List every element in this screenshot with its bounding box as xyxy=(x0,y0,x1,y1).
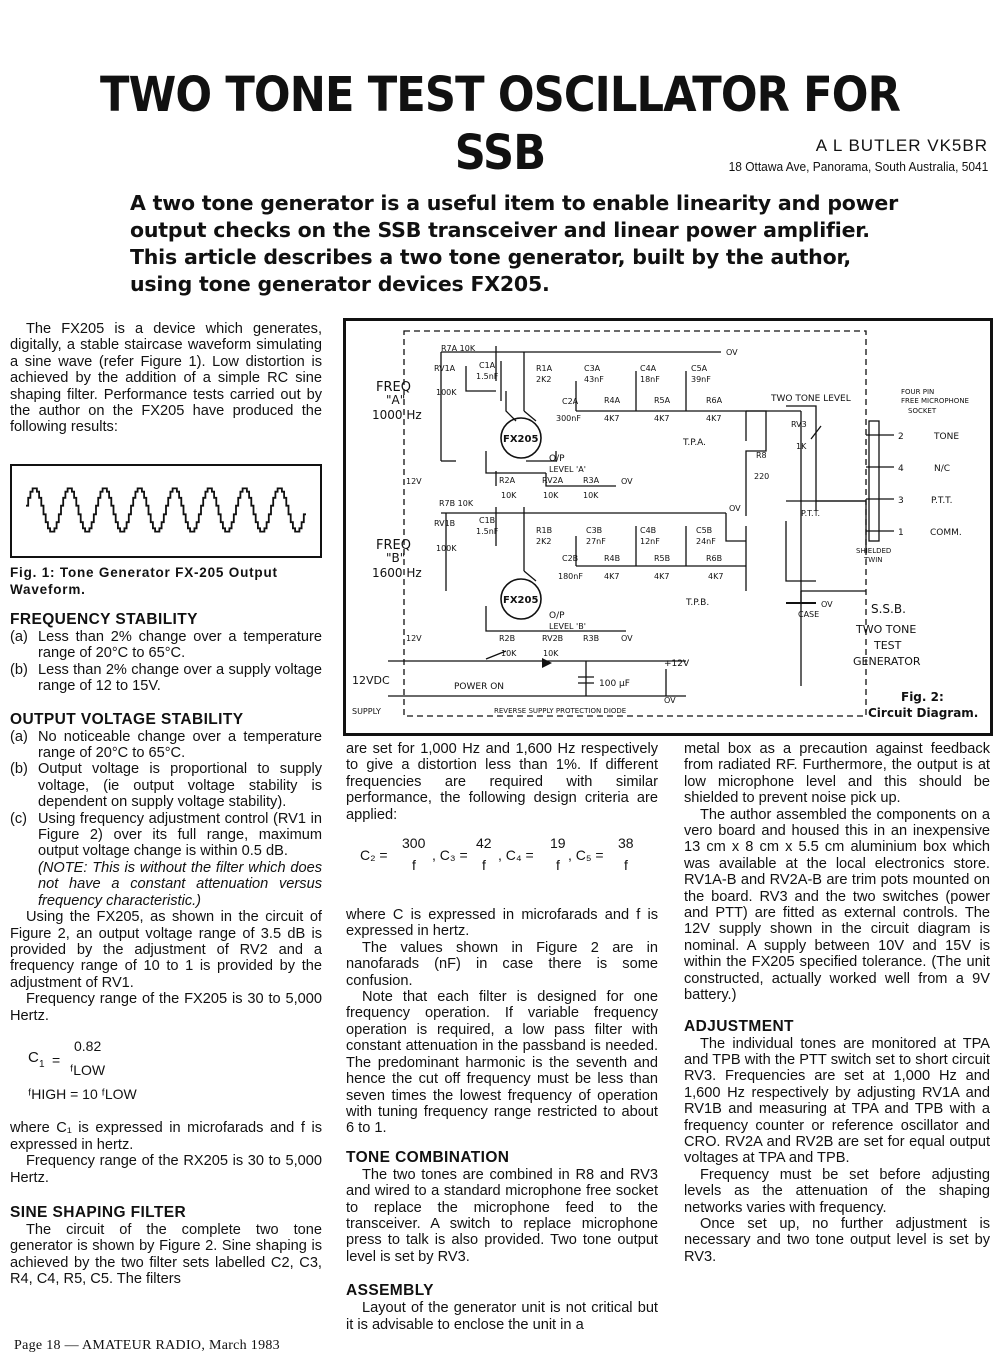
label-r1a: R1A xyxy=(536,364,553,373)
diode-symbol xyxy=(542,658,552,668)
label-c4a: C4A xyxy=(640,364,657,373)
eq-c3: , C₃ = xyxy=(432,847,468,864)
col3 xyxy=(684,741,990,1265)
col1-paragraph: The FX205 is a device which generates, digitally, a stable staircase waveform simulating a sine wave (refer Figure 1). Low distortion is achieved by the addition of a simple RC sine shaping filter. Performance tests carried out by the author on the FX205 have produced the following results: xyxy=(10,321,322,436)
label-case: CASE xyxy=(798,610,820,619)
label-tpb: T.P.B. xyxy=(686,598,710,608)
label-100k-b: 100K xyxy=(436,544,457,553)
label-10k-r2b: 10K xyxy=(501,649,517,658)
label-socket-1: FOUR PIN xyxy=(901,388,935,396)
label-rv1a: RV1A xyxy=(434,364,456,373)
label-12v-a: 12V xyxy=(406,477,422,486)
label-r8: R8 xyxy=(756,451,767,460)
label-c1b-val: 1.5nF xyxy=(476,527,499,536)
label-level-a: LEVEL 'A' xyxy=(549,465,586,474)
eq-n5: 38 xyxy=(618,835,634,852)
label-freq-a: FREQ xyxy=(376,380,411,395)
label-ssb-2: TWO TONE xyxy=(856,623,917,636)
list-item xyxy=(10,729,322,762)
col3-paragraph: The individual tones are monitored at TPA and TPB with the PTT switch set to short circuit RV3. Frequencies are set at 1,000 Hz and 1,600 Hz respectively by adjusting RV1A and RV1B and measuring at TPA and TPB with a frequency counter or reference oscillator and CRO. RV2A and RV2B are set for equal output voltages at TPA and TPB. xyxy=(684,1035,990,1167)
list-marker: (a) xyxy=(10,728,28,745)
col1-paragraph: Frequency range of the FX205 is 30 to 5,000 Hertz. xyxy=(10,991,322,1024)
label-c5a-val: 39nF xyxy=(691,375,711,384)
col2 xyxy=(346,741,658,1333)
label-r4a: R4A xyxy=(604,396,621,405)
label-freq-b: FREQ xyxy=(376,538,411,553)
label-pin3-name: P.T.T. xyxy=(931,496,953,506)
label-op-b: O/P xyxy=(549,611,565,621)
label-ov-case: OV xyxy=(821,600,833,609)
heading-output-voltage-stability: OUTPUT VOLTAGE STABILITY xyxy=(10,710,244,728)
eq-symbol: C xyxy=(28,1048,39,1066)
equation-c1 xyxy=(10,1024,322,1086)
label-c3a: C3A xyxy=(584,364,601,373)
label-r8-val: 220 xyxy=(754,472,770,481)
label-pin1: 1 xyxy=(898,528,904,538)
label-r1a-val: 2K2 xyxy=(536,375,552,384)
note-text: (NOTE: This is without the filter which does not have a constant attenuation versus frequency characteristic.) xyxy=(38,859,322,909)
label-plus-12v: +12V xyxy=(664,659,690,669)
label-r4b-val: 4K7 xyxy=(604,572,620,581)
list-item xyxy=(10,629,322,662)
label-r7b: R7B 10K xyxy=(439,499,474,508)
label-chip-a: FX205 xyxy=(503,434,539,445)
label-r5a: R5A xyxy=(654,396,671,405)
label-r5a-val: 4K7 xyxy=(654,414,670,423)
label-rv2a: RV2A xyxy=(542,476,564,485)
list-text: Less than 2% change over a supply voltage range of 12 to 15V. xyxy=(38,661,322,695)
label-c5a: C5A xyxy=(691,364,708,373)
label-c1a-val: 1.5nF xyxy=(476,372,499,381)
label-r3b: R3B xyxy=(583,634,600,643)
eq-c4: , C₄ = xyxy=(498,847,534,864)
circuit-svg xyxy=(346,321,990,733)
heading-adjustment: ADJUSTMENT xyxy=(684,1017,794,1035)
label-pin2-name: TONE xyxy=(934,432,960,442)
article-title: TWO TONE TEST OSCILLATOR FOR SSB xyxy=(100,67,900,181)
label-r1b-val: 2K2 xyxy=(536,537,552,546)
label-supply: SUPPLY xyxy=(352,707,381,716)
label-c1b: C1B xyxy=(479,516,496,525)
label-r2a: R2A xyxy=(499,476,516,485)
list-text: Less than 2% change over a temperature range of 20°C to 65°C. xyxy=(38,629,322,662)
col2-paragraph: The two tones are combined in R8 and RV3 and wired to a standard microphone free socket to replace the microphone feed to the transceiver. A switch to replace microphone press to talk is also provided. Two tone output level is set by RV3. xyxy=(346,1166,658,1265)
label-rv2b: RV2B xyxy=(542,634,564,643)
label-r6a: R6A xyxy=(706,396,723,405)
label-c5b: C5B xyxy=(696,526,713,535)
page-footer: Page 18 — AMATEUR RADIO, March 1983 xyxy=(14,1338,280,1353)
label-c3b-val: 27nF xyxy=(586,537,606,546)
label-c3b: C3B xyxy=(586,526,603,535)
label-pin2: 2 xyxy=(898,432,904,442)
label-diode: REVERSE SUPPLY PROTECTION DIODE xyxy=(494,707,627,715)
waveform-line xyxy=(26,488,306,531)
col3-paragraph: Frequency must be set before adjusting levels as the attenuation of the shaping networks varies with frequency. xyxy=(684,1166,990,1216)
label-tpa: T.P.A. xyxy=(683,438,707,448)
figure-1-caption: Fig. 1: Tone Generator FX-205 Output Waveform. xyxy=(10,565,278,597)
label-10k-rv2b: 10K xyxy=(543,649,559,658)
label-rv3-val: 1K xyxy=(796,442,807,451)
label-r6b-val: 4K7 xyxy=(708,572,724,581)
label-r1b: R1B xyxy=(536,526,553,535)
list-text: Output voltage is proportional to supply voltage, (ie output voltage stability is dependent on supply voltage stability). xyxy=(38,761,322,811)
label-pin4-name: N/C xyxy=(934,464,951,474)
heading-sine-shaping-filter: SINE SHAPING FILTER xyxy=(10,1203,187,1221)
list-text: No noticeable change over a temperature range of 20°C to 65°C. xyxy=(38,728,322,762)
label-socket-2: FREE MICROPHONE xyxy=(901,397,969,405)
label-c2b-val: 180nF xyxy=(558,572,583,581)
fig2-caption-1: Fig. 2: xyxy=(901,690,944,704)
list-marker: (c) xyxy=(10,810,28,827)
col2-paragraph: The values shown in Figure 2 are in nanofarads (nF) in case there is some confusion. xyxy=(346,939,658,989)
label-ov-a: OV xyxy=(726,348,738,357)
staircase-waveform xyxy=(12,466,319,555)
eq-numerator: 0.82 xyxy=(74,1037,102,1054)
heading-tone-combination: TONE COMBINATION xyxy=(346,1148,510,1166)
label-r7a: R7A 10K xyxy=(441,344,476,353)
col1-body xyxy=(10,611,322,1288)
label-op-a: O/P xyxy=(549,454,565,464)
eq-c2: C₂ = xyxy=(360,847,388,864)
col3-paragraph: Once set up, no further adjustment is necessary and two tone output level is set by RV3. xyxy=(684,1215,990,1265)
eq-f5: f xyxy=(624,857,628,874)
heading-assembly: ASSEMBLY xyxy=(346,1282,434,1300)
label-shielded-1: SHIELDED xyxy=(856,547,892,555)
label-r4a-val: 4K7 xyxy=(604,414,620,423)
label-100k-a: 100K xyxy=(436,388,457,397)
list-marker: (b) xyxy=(10,661,28,678)
list-item xyxy=(10,811,322,860)
label-10k-r2a: 10K xyxy=(501,491,517,500)
eq-n2: 300 xyxy=(402,835,426,852)
col1-top xyxy=(10,321,322,436)
label-c1a: C1A xyxy=(479,361,496,370)
label-power-on: POWER ON xyxy=(454,682,505,692)
col2-paragraph: where C is expressed in microfarads and f is expressed in hertz. xyxy=(346,907,658,940)
intro-paragraph: A two tone generator is a useful item to enable linearity and power output checks on the SSB transceiver and linear power amplifier. This article describes a two tone generator, built by the author, using tone generator devices FX205. xyxy=(130,191,899,296)
label-freq-b-hz: 1600 Hz xyxy=(372,566,422,580)
col2-paragraph: are set for 1,000 Hz and 1,600 Hz respectively to give a distortion less than 1%. If different frequencies are required with similar performance, the following design criteria are applied: xyxy=(346,741,658,823)
eq-f4: f xyxy=(556,857,560,874)
label-ssb-3: TEST xyxy=(874,639,902,652)
label-10k-rv2a: 10K xyxy=(543,491,559,500)
label-two-tone-level: TWO TONE LEVEL xyxy=(771,394,851,404)
label-r2b: R2B xyxy=(499,634,516,643)
col1-paragraph: Using the FX205, as shown in the circuit of Figure 2, an output voltage range of 3.5 dB is provided by the adjustment of RV2 and a frequency range of 10 to 1 is provided by the adjustment of RV1. xyxy=(10,909,322,991)
list-item xyxy=(10,761,322,810)
eq-c5: , C₅ = xyxy=(568,847,604,864)
label-ov-supply: OV xyxy=(664,696,676,705)
col2-paragraph: Layout of the generator unit is not critical but it is advisable to enclose the unit in a xyxy=(346,1300,658,1333)
eq-n3: 42 xyxy=(476,835,492,852)
list-marker: (a) xyxy=(10,629,28,645)
col1-paragraph: The circuit of the complete two tone generator is shown by Figure 2. Sine shaping is achieved by the two filter sets labelled C2, C3, R4, C4, R5, C5. The filters xyxy=(10,1221,322,1288)
label-chip-b: FX205 xyxy=(503,595,539,606)
label-c2b: C2B xyxy=(562,554,579,563)
label-c2a: C2A xyxy=(562,397,579,406)
label-ssb-4: GENERATOR xyxy=(853,655,921,668)
label-12v-b: 12V xyxy=(406,634,422,643)
label-freq-a-hz: 1000 Hz xyxy=(372,408,422,422)
label-freq-a-letter: "A" xyxy=(386,393,406,407)
label-c4b: C4B xyxy=(640,526,657,535)
label-12vdc: 12VDC xyxy=(352,674,390,687)
label-socket-3: SOCKET xyxy=(908,407,937,415)
label-r6a-val: 4K7 xyxy=(706,414,722,423)
label-freq-b-letter: "B" xyxy=(386,551,406,565)
col1-paragraph: where C₁ is expressed in microfarads and f is expressed in hertz. xyxy=(10,1120,322,1153)
label-ov-b: OV xyxy=(729,504,741,513)
equation-filter-caps xyxy=(346,823,658,883)
label-r6b: R6B xyxy=(706,554,723,563)
eq-f2: f xyxy=(412,857,416,874)
label-r4b: R4B xyxy=(604,554,621,563)
label-r3a: R3A xyxy=(583,476,600,485)
label-ptt-switch: P.T.T. xyxy=(801,509,821,518)
label-pin3: 3 xyxy=(898,496,904,506)
col2-paragraph: Note that each filter is designed for one frequency operation. If variable frequency operation is required, a low pass filter with constant attenuation in the passband is needed. The predominant harmonic is the seventh and hence the cut off frequency must be less than seven times the lowest frequency of operation with tuning frequency range restricted to about 6 to 1. xyxy=(346,989,658,1137)
eq-subscript: 1 xyxy=(39,1058,45,1070)
heading-frequency-stability: FREQUENCY STABILITY xyxy=(10,611,198,628)
label-r5b-val: 4K7 xyxy=(654,572,670,581)
label-rv3: RV3 xyxy=(791,420,807,429)
eq-equals: = xyxy=(52,1051,61,1068)
author-address: 18 Ottawa Ave, Panorama, South Australia, 5041 xyxy=(728,159,988,174)
label-r5b: R5B xyxy=(654,554,671,563)
label-c4b-val: 12nF xyxy=(640,537,660,546)
eq-n4: 19 xyxy=(550,835,566,852)
label-c3a-val: 43nF xyxy=(584,375,604,384)
eq-denominator: ᶠLOW xyxy=(70,1061,106,1078)
label-cap: 100 µF xyxy=(599,679,630,689)
list-item xyxy=(10,662,322,695)
figure-1-waveform xyxy=(10,464,322,558)
label-ssb-1: S.S.B. xyxy=(871,602,906,616)
label-c2a-val: 300nF xyxy=(556,414,581,423)
list-marker: (b) xyxy=(10,761,28,778)
fig2-caption-2: Circuit Diagram. xyxy=(868,706,979,720)
label-rv1b: RV1B xyxy=(434,519,456,528)
label-shielded-2: TWIN xyxy=(864,556,883,564)
eq-f3: f xyxy=(482,857,486,874)
label-c4a-val: 18nF xyxy=(640,375,660,384)
figure-2-circuit-diagram xyxy=(343,318,993,736)
list-text: Using frequency adjustment control (RV1 in Figure 2) over its full range, maximum output voltage change is within 0.5 dB. xyxy=(38,810,322,860)
label-c5b-val: 24nF xyxy=(696,537,716,546)
label-pin4: 4 xyxy=(898,464,904,474)
label-ov-a2: OV xyxy=(621,477,633,486)
label-level-b: LEVEL 'B' xyxy=(549,622,586,631)
label-10k-r3a: 10K xyxy=(583,491,599,500)
label-ov-b2: OV xyxy=(621,634,633,643)
col3-paragraph: The author assembled the components on a vero board and housed this in an inexpensive 13 cm x 8 cm x 5.5 cm aluminium box which was available at the local electronics store. RV1A-B and RV2A-B are trim pots mounted on the board. RV3 and the two switches (power and PTT) are fitted as external controls. The 12V supply shown in the circuit diagram is nominal. A supply between 10V and 15V is within the FX205 specified tolerance. (The unit constructed, actually worked well from a 9V battery.) xyxy=(684,806,990,1004)
col3-paragraph: metal box as a precaution against feedback from radiated RF. Furthermore, the output is at low microphone level and this should be shielded to prevent noise pick up. xyxy=(684,741,990,807)
author-name: A L BUTLER VK5BR xyxy=(815,136,988,155)
label-pin1-name: COMM. xyxy=(930,528,962,538)
equation-fhigh: ᶠHIGH = 10 ᶠLOW xyxy=(28,1085,137,1102)
col1-paragraph: Frequency range of the RX205 is 30 to 5,000 Hertz. xyxy=(10,1153,322,1186)
